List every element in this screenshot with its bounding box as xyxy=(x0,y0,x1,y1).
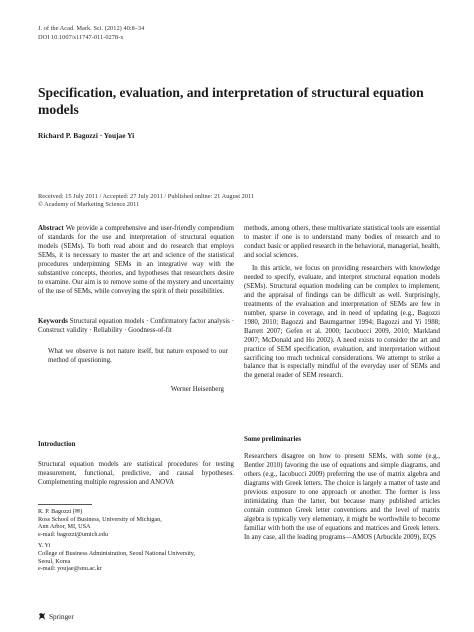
article-title: Specification, evaluation, and interpretation of structural equation models xyxy=(38,85,424,117)
publication-dates xyxy=(38,193,438,210)
correspondence-block xyxy=(38,508,234,577)
affiliation-2-line2: Seoul, Korea xyxy=(38,557,71,565)
affiliation-1-line2: Ann Arbor, MI, USA xyxy=(38,523,91,531)
journal-header xyxy=(38,25,144,42)
affiliation-2-line1: College of Business Administration, Seoul National University, xyxy=(38,549,196,557)
right-paragraph-2: In this article, we focus on providing researchers with knowledge needed to specify, evaluate, and interpret structural equation models (SEMs). Structural equation modeling can be complex to implement, and the appraisal of findings can be difficult as well. Surprisingly, treatments of the evaluation and interpretation of SEMs are few in number, sparse in coverage, and in need of updating (e.g., Bagozzi 1980, 2010; Bagozzi and Baumgartner 1994; Bagozzi and Yi 1988; Barrett 2007; Gefen et al. 2000; Iacobucci 2009, 2010; Markland 2007; McDonald and Ho 2002). A need exists to consider the art and practice of SEM specification, evaluation, and interpretation without sacrificing too much technical considerations. We attempt to strike a balance that is especially mindful of the everyday user of SEMs and the general reader of SEM research. xyxy=(244,265,440,380)
email-1[interactable]: e-mail: bagozzi@umich.edu xyxy=(38,530,108,538)
introduction-text: Structural equation models are statistical procedures for testing measurement, functional, predictive, and causal hypotheses. Complementing multiple regression and ANOVA xyxy=(38,461,234,486)
right-paragraph-3: Researchers disagree on how to present SEMs, with some (e.g., Bentler 2010) favoring the use of equations and simple diagrams, and others (e.g., Iacobucci 2009) preferring the use of matrix algebra and diagrams with Greek letters. The choice is largely a matter of taste and previous exposure to one approach or another. The former is less intimidating than the latter, but because many published articles contain common Greek letter conventions and the level of matrix algebra is typically very elementary, it might be worthwhile to become familiar with both the use of equations and matrices and Greek letters. In any case, all the leading programs—AMOS (Arbuckle 2009), EQS xyxy=(244,453,440,541)
corresponding-author: R. P. Bagozzi (✉) xyxy=(38,508,83,515)
epigraph-quote: What we observe is not nature itself, but nature exposed to our method of questioning. xyxy=(48,348,228,364)
second-author: Y. Yi xyxy=(38,542,51,550)
affiliation-1-line1: Ross School of Business, University of Michigan, xyxy=(38,515,162,523)
preliminaries-heading: Some preliminaries xyxy=(244,436,302,443)
keywords-text: Structural equation models · Confirmatory factor analysis · Construct validity · Reliability · Goodness-of-fit xyxy=(38,318,234,334)
received-dates: Received: 15 July 2011 / Accepted: 27 July 2011 / Published online: 21 August 2011 xyxy=(38,193,255,200)
abstract xyxy=(38,225,234,297)
right-paragraph-1: methods, among others, these multivariate statistical tools are essential to master if one is to understand many bodies of research and to conduct basic or applied research in the behavioral, managerial, health, and social sciences. xyxy=(244,225,440,259)
abstract-label: Abstract xyxy=(38,225,64,232)
keywords xyxy=(38,318,234,336)
copyright-line: © Academy of Marketing Science 2011 xyxy=(38,201,140,209)
introduction-heading: Introduction xyxy=(38,441,76,448)
footnote-divider xyxy=(38,504,92,505)
journal-citation: J. of the Acad. Mark. Sci. (2012) 40:8–34 xyxy=(38,25,145,32)
abstract-text: We provide a comprehensive and user-friendly compendium of standards for the use and interpretation of structural equation models (SEMs). To both read about and do research that employs SEMs, it is necessary to master the art and science of the statistical procedures underpinning SEMs in an integrative way with the substantive concepts, theories, and hypotheses that researchers desire to examine. Our aim is to remove some of the mystery and uncertainty of the use of SEMs, while conveying the spirit of their possibilities. xyxy=(38,225,234,295)
epigraph-author: Werner Heisenberg xyxy=(170,386,224,393)
publisher-name: Springer xyxy=(49,612,74,621)
publisher-footer xyxy=(38,612,74,621)
email-2[interactable]: e-mail: youjae@snu.ac.kr xyxy=(38,565,102,573)
springer-horse-icon xyxy=(38,612,46,621)
keywords-label: Keywords xyxy=(38,318,68,325)
author-list: Richard P. Bagozzi · Youjae Yi xyxy=(38,131,135,140)
doi: DOI 10.1007/s11747-011-0278-x xyxy=(38,33,124,41)
